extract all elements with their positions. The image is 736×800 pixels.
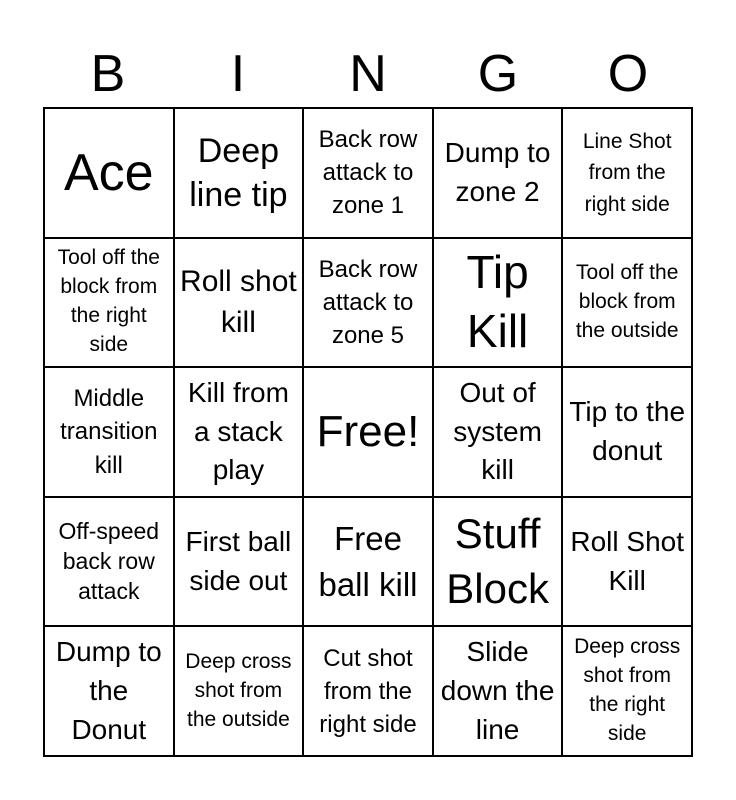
- bingo-cell[interactable]: [303, 626, 433, 756]
- bingo-cell[interactable]: [433, 367, 563, 497]
- bingo-cell[interactable]: [433, 108, 563, 238]
- bingo-cell[interactable]: [303, 497, 433, 627]
- bingo-cell[interactable]: [174, 626, 304, 756]
- bingo-cell[interactable]: [562, 238, 692, 368]
- header-letter-n: N: [349, 45, 387, 103]
- cell-text: Line Shot from the right side: [582, 129, 672, 216]
- bingo-cell[interactable]: [44, 626, 174, 756]
- cell-text: First ball side out: [185, 525, 292, 596]
- header-letter-b: B: [90, 45, 126, 103]
- cell-text: Out of system kill: [453, 377, 542, 486]
- cell-text: Deep cross shot from the right side: [574, 635, 681, 746]
- bingo-cell[interactable]: [303, 238, 433, 368]
- cell-text: Roll shot kill: [180, 265, 297, 340]
- cell-text: Back row attack to zone 1: [318, 126, 418, 220]
- cell-text: Tip Kill: [466, 245, 529, 358]
- cell-text: Middle transition kill: [60, 385, 158, 479]
- cell-text: Dump to the Donut: [55, 636, 162, 745]
- header-letter-i: I: [230, 45, 246, 103]
- cell-text: Back row attack to zone 5: [318, 255, 418, 349]
- cell-text: Stuff Block: [446, 510, 549, 612]
- bingo-cell[interactable]: [303, 108, 433, 238]
- bingo-cell[interactable]: [44, 238, 174, 368]
- bingo-cell[interactable]: [562, 497, 692, 627]
- cell-text: Slide down the line: [440, 636, 555, 745]
- cell-text: Free ball kill: [318, 520, 418, 603]
- cell-text: Deep line tip: [189, 131, 288, 214]
- cell-text: Tool off the block from the outside: [575, 260, 679, 342]
- cell-text: Free!: [316, 406, 420, 456]
- cell-text: Tool off the block from the right side: [57, 246, 160, 357]
- bingo-cell[interactable]: [44, 367, 174, 497]
- cell-text: Dump to zone 2: [444, 137, 551, 207]
- bingo-cell[interactable]: [174, 238, 304, 368]
- header-letter-o: O: [607, 45, 649, 103]
- cell-text: Off-speed back row attack: [58, 517, 160, 604]
- bingo-cell[interactable]: [44, 497, 174, 627]
- bingo-cell[interactable]: [174, 497, 304, 627]
- bingo-cell[interactable]: [44, 108, 174, 238]
- cell-text: Tip to the donut: [569, 396, 686, 466]
- bingo-cell[interactable]: [174, 108, 304, 238]
- cell-text: Ace: [63, 143, 154, 202]
- bingo-cell[interactable]: [562, 367, 692, 497]
- cell-text: Roll Shot Kill: [570, 525, 684, 596]
- bingo-cell[interactable]: [562, 626, 692, 756]
- bingo-cell[interactable]: [433, 626, 563, 756]
- bingo-cell[interactable]: [433, 238, 563, 368]
- bingo-cell[interactable]: [562, 108, 692, 238]
- bingo-cell[interactable]: [303, 367, 433, 497]
- cell-text: Kill from a stack play: [187, 377, 289, 486]
- bingo-cell[interactable]: [174, 367, 304, 497]
- cell-text: Cut shot from the right side: [319, 644, 417, 738]
- bingo-card: [43, 107, 693, 757]
- header-letter-g: G: [477, 45, 519, 103]
- bingo-header: [43, 42, 693, 106]
- cell-text: Deep cross shot from the outside: [185, 649, 292, 731]
- bingo-cell[interactable]: [433, 497, 563, 627]
